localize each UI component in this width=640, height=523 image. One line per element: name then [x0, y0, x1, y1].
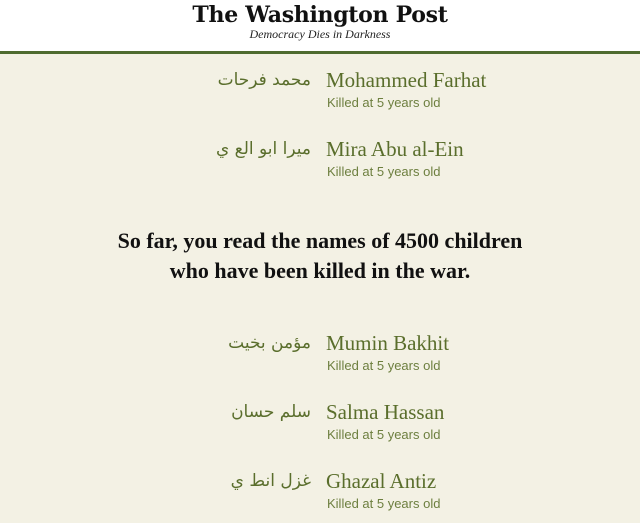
summary-line-2: who have been killed in the war. [169, 258, 471, 283]
age-caption: Killed at 5 years old [327, 164, 441, 179]
child-name: Salma Hassan [326, 400, 445, 424]
list-item [0, 400, 640, 450]
age-caption: Killed at 5 years old [327, 95, 441, 110]
site-header [0, 0, 640, 54]
arabic-name: سلم حسان [231, 402, 311, 422]
summary-line-1: So far, you read the names of 4500 children [117, 228, 523, 253]
list-item [0, 331, 640, 381]
child-name: Mohammed Farhat [326, 68, 487, 92]
arabic-name: مؤمن بخيت [228, 333, 311, 353]
arabic-name: ميرا ابو الع ي [215, 139, 311, 159]
list-item [0, 469, 640, 519]
arabic-name: محمد فرحات [217, 70, 311, 90]
age-caption: Killed at 5 years old [327, 358, 441, 373]
child-name: Mumin Bakhit [326, 331, 450, 355]
summary-message [0, 226, 640, 286]
list-item [0, 137, 640, 187]
child-name: Mira Abu al-Ein [326, 137, 464, 161]
age-caption: Killed at 5 years old [327, 496, 441, 511]
arabic-name: غزل انط ي [230, 471, 311, 491]
list-item [0, 68, 640, 118]
child-name: Ghazal Antiz [326, 469, 437, 493]
tagline: Democracy Dies in Darkness [249, 27, 391, 41]
washington-post-logo[interactable]: The Washington Post [192, 2, 448, 28]
age-caption: Killed at 5 years old [327, 427, 441, 442]
